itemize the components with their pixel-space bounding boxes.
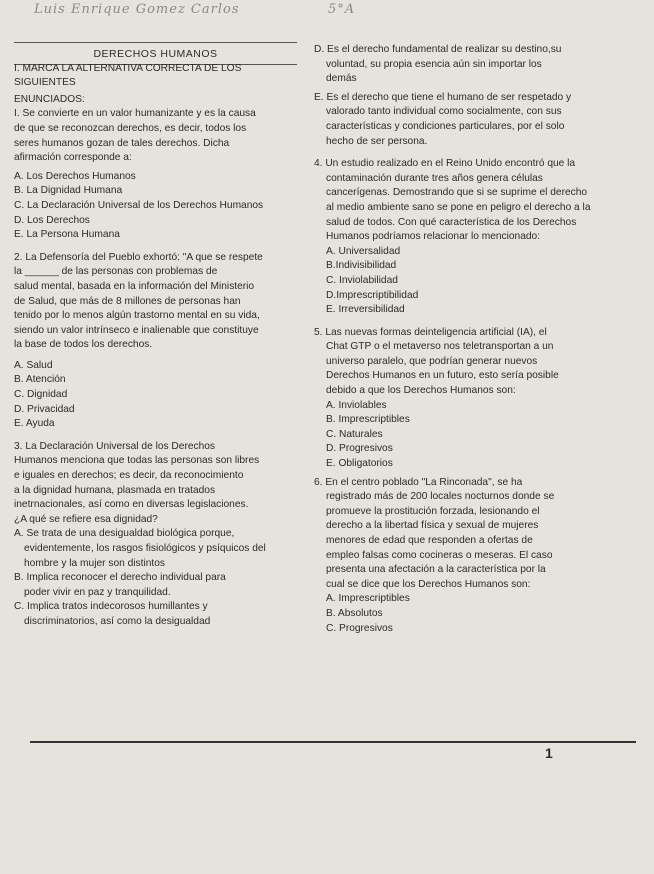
q1-option-d-continued: D. Es el derecho fundamental de realizar su destino,su voluntad, su propia esencia aún sin importar los demás <box>314 44 562 85</box>
page-number: 1 <box>545 745 553 761</box>
question-1: I. Se convierte en un valor humanizante y es la causa de que se reconozcan derechos, es decir, todos los seres humanos gozan de tales derechos. Dicha afirmación corresponde a: A. Los Derechos Humanos B. La Dignidad Humana C. La Declaración Universal de los Derechos Humanos D. Los Derechos E. La Persona Humana <box>14 107 297 242</box>
q1-option-b[interactable]: B. La Dignidad Humana <box>14 185 123 197</box>
question-6: 6. En el centro poblado "La Rinconada", se ha registrado más de 200 locales nocturnos donde se promueve la prostitución forzada, lesionando el derecho a la libertad física y sexual de mujeres menores de edad que responden a ofertas de empleo falsas como cocineras o meseras. El caso presenta una afectación a la característica por la cual se dice que los Derechos Humanos son: A. Imprescriptibles B. Absolutos C. Progresivos <box>314 476 640 637</box>
q4-option-d[interactable]: D.Imprescriptibilidad <box>326 289 419 301</box>
q4-option-b[interactable]: B.Indivisibilidad <box>326 260 397 272</box>
q2-option-a[interactable]: A. Salud <box>14 359 53 371</box>
footer-rule <box>30 741 636 743</box>
q1-option-e-continued: E. Es el derecho que tiene el humano de ser respetado y valorado tanto individual como socialmente, con sus características y condiciones particulares, por el solo hecho de ser persona. <box>314 91 572 147</box>
q5-option-e[interactable]: E. Obligatorios <box>326 458 393 470</box>
q1-option-c[interactable]: C. La Declaración Universal de los Derechos Humanos <box>14 199 264 211</box>
q6-option-b[interactable]: B. Absolutos <box>326 607 383 619</box>
q1-option-d[interactable]: D. Los Derechos <box>14 214 90 226</box>
page-title: DERECHOS HUMANOS <box>93 48 218 60</box>
q5-option-a[interactable]: A. Inviolables <box>326 399 387 411</box>
question-2: 2. La Defensoría del Pueblo exhortó: "A que se respete la ______ de las personas con problemas de salud mental, basada en la información del Ministerio de Salud, que más de 8 millones de personas han tenido por lo menos algún trastorno mental en su vida, siendo un valor intrínseco e inalienable que constituye la base de todos los derechos. A. Salud B. Atención C. Dignidad D. Privacidad E. Ayuda <box>14 251 297 432</box>
q5-option-b[interactable]: B. Imprescriptibles <box>326 414 410 426</box>
q1-stem: I. Se convierte en un valor humanizante y es la causa <box>14 108 256 120</box>
question-3: 3. La Declaración Universal de los Derechos Humanos menciona que todas las personas son libres e iguales en derechos; es decir, da reconocimiento a la dignidad humana, plasmada en tratados inetrnacionales, así como en diversas legislaciones. ¿A qué se refiere esa dignidad? A. Se trata de una desigualdad biológica porque, evidentemente, los rasgos fisiológicos y psíquicos del hombre y la mujer son distintos B. Implica reconocer el derecho individual para poder vivir en paz y tranquilidad. C. Implica tratos indecorosos humillantes y discriminatorios, así como la desigualdad <box>14 440 297 630</box>
q6-stem: 6. En el centro poblado "La Rinconada", se ha <box>314 476 523 488</box>
q5-option-c[interactable]: C. Naturales <box>326 428 383 440</box>
left-column <box>14 47 297 630</box>
section-label: I. MARCA LA ALTERNATIVA CORRECTA DE LOS SIGUIENTES <box>14 62 242 89</box>
q2-option-b[interactable]: B. Atención <box>14 374 66 386</box>
q1-option-e[interactable]: E. La Persona Humana <box>14 229 120 241</box>
section-subtitle: ENUNCIADOS: <box>14 93 85 105</box>
q3-option-c[interactable]: C. Implica tratos indecorosos humillantes y discriminatorios, así como la desigualdad <box>14 601 211 627</box>
q3-option-b[interactable]: B. Implica reconocer el derecho individual para poder vivir en paz y tranquilidad. <box>14 572 226 598</box>
question-5: 5. Las nuevas formas deinteligencia artificial (IA), el Chat GTP o el metaverso nos teletransportan a un universo paralelo, que podrían generar nuevos Derechos Humanos en un futuro, esto sería posible debido a que los Derechos Humanos son: A. Inviolables B. Imprescriptibles C. Naturales D. Progresivos E. Obligatorios <box>314 326 640 472</box>
q4-option-a[interactable]: A. Universalidad <box>326 245 401 257</box>
q1-option-a[interactable]: A. Los Derechos Humanos <box>14 170 136 182</box>
q6-option-a[interactable]: A. Imprescriptibles <box>326 593 410 605</box>
q6-option-c[interactable]: C. Progresivos <box>326 622 393 634</box>
q5-stem: 5. Las nuevas formas deinteligencia artificial (IA), el <box>314 326 547 338</box>
top-rule <box>14 42 297 43</box>
q2-stem: 2. La Defensoría del Pueblo exhortó: "A que se respete <box>14 251 263 263</box>
student-grade: 5°A <box>328 2 356 17</box>
q2-option-c[interactable]: C. Dignidad <box>14 389 68 401</box>
q3-stem: 3. La Declaración Universal de los Derechos <box>14 440 216 452</box>
student-name: Luis Enrique Gomez Carlos <box>34 2 240 17</box>
q4-option-c[interactable]: C. Inviolabilidad <box>326 274 398 286</box>
right-column <box>314 43 640 636</box>
q2-option-d[interactable]: D. Privacidad <box>14 403 75 415</box>
q3-option-a[interactable]: A. Se trata de una desigualdad biológica porque, evidentemente, los rasgos fisiológicos y psíquicos del hombre y la mujer son distintos <box>14 528 266 569</box>
q5-option-d[interactable]: D. Progresivos <box>326 443 393 455</box>
question-4: 4. Un estudio realizado en el Reino Unido encontró que la contaminación durante tres años genera células cancerígenas. Demostrando que si se suprime el derecho al medio ambiente sano se pone en peligro el derecho a la salud de todos. Con qué característica de los Derechos Humanos podríamos relacionar lo mencionado: A. Universalidad B.Indivisibilidad C. Inviolabilidad D.Imprescriptibilidad E. Irreversibilidad <box>314 157 640 318</box>
q4-option-e[interactable]: E. Irreversibilidad <box>326 304 405 316</box>
q2-option-e[interactable]: E. Ayuda <box>14 418 55 430</box>
q4-stem: 4. Un estudio realizado en el Reino Unido encontró que la <box>314 158 576 170</box>
